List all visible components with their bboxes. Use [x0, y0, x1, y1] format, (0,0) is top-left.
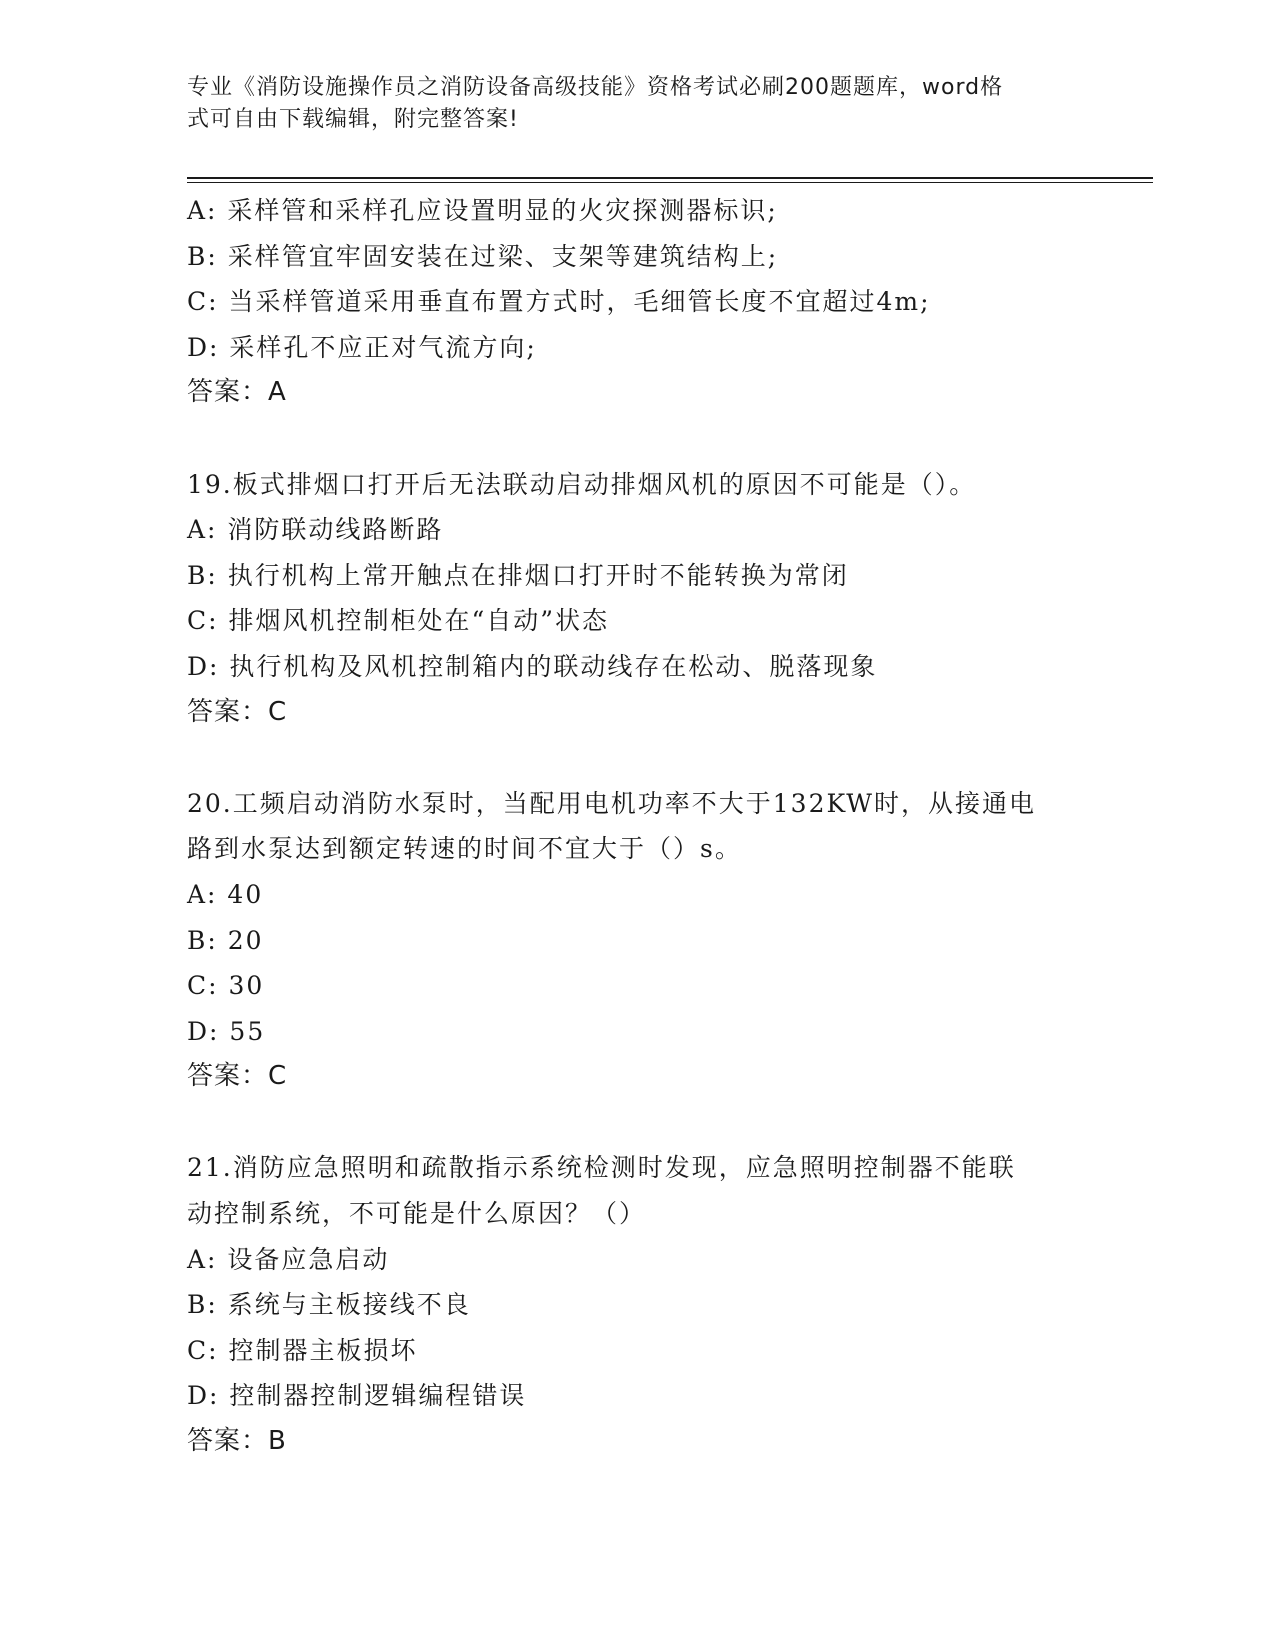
- spacer: [187, 1100, 1087, 1146]
- option-d: D: 55: [187, 1016, 266, 1046]
- option-b: B: 采样管宜牢固安装在过梁、支架等建筑结构上;: [187, 241, 779, 271]
- question-list: [187, 188, 1087, 1465]
- header-rule-thin: [187, 182, 1153, 183]
- answer-line: 答案：C: [187, 1061, 288, 1092]
- question-text: 路到水泵达到额定转速的时间不宜大于（）s。: [187, 834, 742, 864]
- question-text: 19.板式排烟口打开后无法联动启动排烟风机的原因不可能是（）。: [187, 469, 977, 499]
- spacer: [187, 416, 1087, 462]
- option-b: B: 系统与主板接线不良: [187, 1290, 471, 1320]
- option-d: D: 控制器控制逻辑编程错误: [187, 1381, 527, 1411]
- question-block-19: [187, 462, 1087, 736]
- question-text: 动控制系统，不可能是什么原因？（）: [187, 1199, 647, 1229]
- header-line-1: 专业《消防设施操作员之消防设备高级技能》资格考试必刷200题题库，word格: [187, 75, 1004, 100]
- document-header: [187, 72, 1067, 136]
- option-a: A: 设备应急启动: [187, 1244, 390, 1274]
- option-c: C: 当采样管道采用垂直布置方式时，毛细管长度不宜超过4m;: [187, 287, 931, 317]
- question-text: 21.消防应急照明和疏散指示系统检测时发现，应急照明控制器不能联: [187, 1153, 1016, 1183]
- question-block-partial: [187, 188, 1087, 416]
- option-a: A: 消防联动线路断路: [187, 515, 444, 545]
- spacer: [187, 735, 1087, 781]
- header-rule-thick: [187, 177, 1153, 179]
- option-d: D: 执行机构及风机控制箱内的联动线存在松动、脱落现象: [187, 651, 878, 681]
- option-a: A: 采样管和采样孔应设置明显的火灾探测器标识;: [187, 196, 778, 225]
- option-c: C: 30: [187, 971, 265, 1001]
- option-a: A: 40: [187, 879, 264, 909]
- question-block-20: [187, 781, 1087, 1100]
- option-c: C: 排烟风机控制柜处在“自动”状态: [187, 606, 610, 636]
- option-d: D: 采样孔不应正对气流方向;: [187, 332, 537, 362]
- answer-line: 答案：C: [187, 696, 288, 727]
- question-block-21: [187, 1145, 1087, 1464]
- answer-line: 答案：A: [187, 377, 287, 408]
- option-b: B: 执行机构上常开触点在排烟口打开时不能转换为常闭: [187, 560, 849, 590]
- option-c: C: 控制器主板损坏: [187, 1335, 418, 1365]
- question-text: 20.工频启动消防水泵时，当配用电机功率不大于132KW时，从接通电: [187, 788, 1036, 818]
- option-b: B: 20: [187, 925, 264, 955]
- header-line-2: 式可自由下载编辑，附完整答案!: [187, 107, 519, 132]
- answer-line: 答案：B: [187, 1426, 287, 1457]
